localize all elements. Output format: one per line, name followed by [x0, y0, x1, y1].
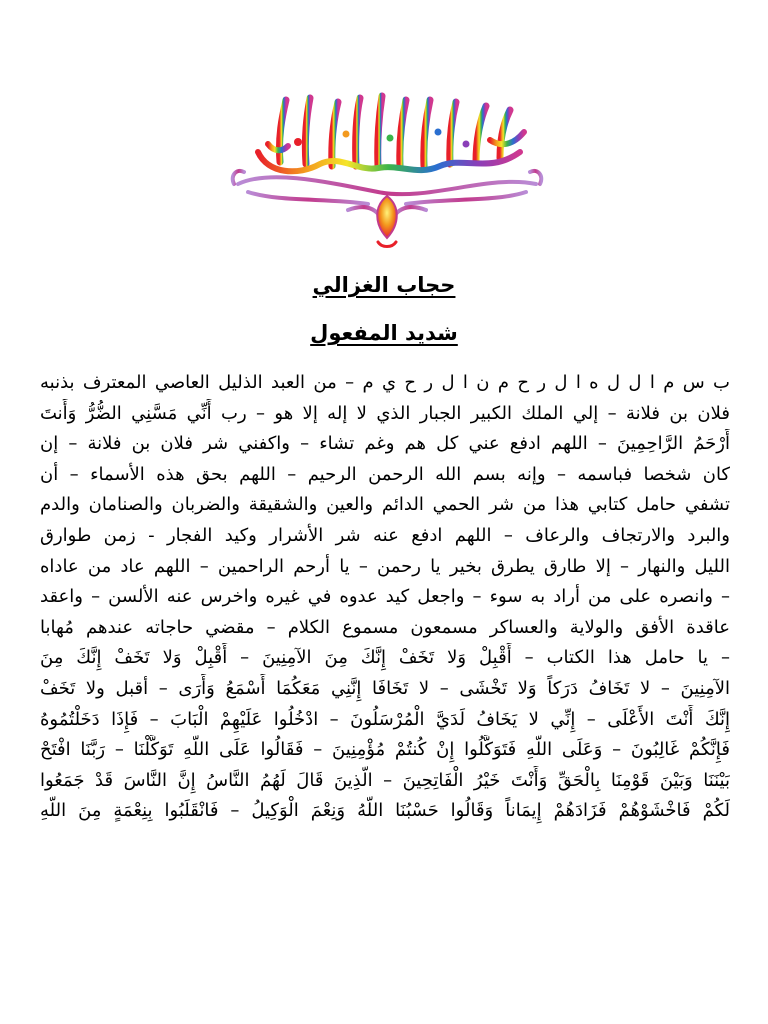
flourish-gem	[377, 196, 397, 247]
body-line: إِنَّكَ أَنْتَ الأَعْلَى – إِنِّي لا يَخَافُ لَدَيَّ الْمُرْسَلُونَ – ادْخُلُوا عَلَيْهِمْ الْبَابَ – فَإِذَا دَخَلْتُمُوهُ	[40, 708, 730, 730]
body-line: كان شخصا فباسمه – وإنه بسم الله الرحمن الرحيم – اللهم بحق هذه الأسماء – أن	[40, 463, 730, 485]
basmala-calligraphy-image	[228, 92, 546, 252]
body-line: فلان بن فلانة – إلي الملك الكبير الجبار الذي لا إله إلا هو – رب أَنِّي مَسَّنِي الضُّرُّ وَأَنتَ	[40, 402, 730, 424]
body-line: عاقدة الأفق والولاية والعساكر مسمعون مسموع الكلام – مقضي حاجاته عندهم مُهابا	[40, 616, 730, 638]
body-line: الآمِنِينَ – لا تَخَافُ دَرَكاً وَلا تَخْشَى – لا تَخَافَا إِنَّنِي مَعَكُمَا أَسْمَعُ وَأَرَى – أقبل ولا تَخَفْ	[40, 677, 730, 699]
document-title: حجاب الغزالي	[312, 273, 456, 297]
body-line: بَيْنَنَا وَبَيْنَ قَوْمِنَا بِالْحَقِّ وَأَنْتَ خَيْرُ الْفَاتِحِينَ – الَّذِينَ قَالَ لَهُمُ النَّاسُ إِنَّ النَّاسَ قَدْ جَمَعُوا	[40, 769, 730, 791]
body-line: – وانصره على من أراد به سوء – واجعل كيد عدوه في غيره واخرس عنه الألسن – واعقد	[40, 586, 730, 608]
body-line: فَإِنَّكُمْ غَالِبُونَ – وَعَلَى اللَّهِ فَتَوَكَّلُوا إِنْ كُنتُمْ مُؤْمِنِينَ – فَقَالُوا عَلَى اللَّهِ تَوَكَّلْنَا – رَبَّنَا افْتَحْ	[40, 739, 730, 761]
body-line: – يا حامل هذا الكتاب – أَقْبِلْ وَلا تَخَفْ إِنَّكَ مِنَ الآمِنِينَ – أَقْبِلْ وَلا تَخَفْ إِنَّكَ مِنَ	[40, 647, 730, 669]
body-line: والبرد والارتجاف والرعاف – اللهم ادفع عنه شر الأشرار وكيد الفجار - زمن طوارق	[40, 524, 730, 546]
body-line: لَكُمْ فَاخْشَوْهُمْ فَزَادَهُمْ إِيمَاناً وَقَالُوا حَسْبُنَا اللَّهُ وَنِعْمَ الْوَكِيلُ – فَانْقَلَبُوا بِنِعْمَةٍ مِنَ اللَّهِ	[40, 800, 730, 822]
body-line: تشفي حامل كتابي هذا من شر الحمي الدائم والعين والشقيقة والضربان والصنامان والدم	[40, 494, 730, 516]
calligraphy-strokes	[279, 96, 510, 166]
body-line: أَرْحَمُ الرَّاحِمِينَ – اللهم ادفع عني كل هم وغم تشاء – واكفني شر فلان بن فلانة – إن	[40, 433, 730, 455]
document-subtitle: شديد المفعول	[310, 321, 458, 345]
body-line: ب س م ا ل ل ه ا ل ر ح م ن ا ل ر ح ي م – من العبد الذليل العاصي المعترف بذنبه	[40, 372, 730, 393]
body-text	[40, 368, 730, 827]
body-line: الليل والنهار – إلا طارق يطرق بخير يا رحمن – يا أرحم الراحمين – اللهم عاد من عاداه	[40, 555, 730, 577]
